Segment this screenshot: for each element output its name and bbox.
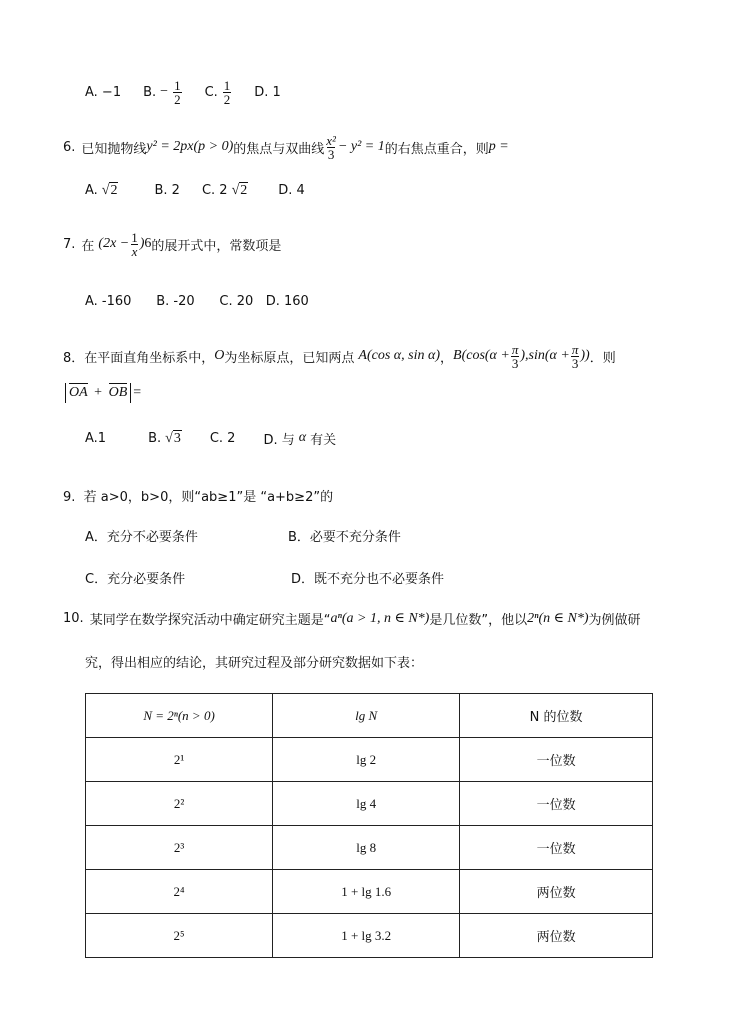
q6-text-2: 的焦点与双曲线 <box>233 141 325 157</box>
q10-text-2: 是几位数”，他以 <box>429 612 528 628</box>
q8-three-1: 3 <box>511 355 519 371</box>
table-cell-lgn: 1 + lg 1.6 <box>273 870 460 914</box>
q8-vector-ob: OB <box>108 385 128 400</box>
q7-options-text: A. -160 B. -20 C. 20 D. 160 <box>85 293 309 309</box>
table-cell-n: 2⁵ <box>86 914 273 958</box>
q6-option-a-sqrt: √ 2 <box>101 182 118 198</box>
q5-option-c-label: C. <box>204 84 218 100</box>
q8-option-d-alpha: α <box>298 430 307 445</box>
q5-option-c-fraction <box>223 79 232 106</box>
q9-stem <box>63 484 333 506</box>
q9-option-c: C．充分必要条件 <box>85 572 186 587</box>
table-cell-lgn: 1 + lg 3.2 <box>273 914 460 958</box>
q7-options <box>85 290 309 312</box>
q9-option-a: A．充分不必要条件 <box>85 530 198 545</box>
q5-option-a: A. −1 <box>85 84 122 100</box>
q5-option-b-denominator: 2 <box>174 91 181 107</box>
q8-vector-abs <box>65 383 131 403</box>
q10-stem-line-2: 究，得出相应的结论，其研究过程及部分研究数据如下表： <box>85 656 424 671</box>
q6-option-a <box>85 182 118 199</box>
q8-stem <box>63 338 616 374</box>
q6-option-c-label: C. 2 <box>201 182 228 198</box>
table-row <box>86 870 653 914</box>
q8-option-d-text-2: 有关 <box>310 432 337 448</box>
q8-options <box>85 427 358 449</box>
q8-point-a: A(cos α, sin α) <box>358 348 440 363</box>
q6-text-3: 的右焦点重合，则 <box>384 141 489 157</box>
q7-number: 7. <box>63 236 76 252</box>
q9-option-b: B．必要不充分条件 <box>288 530 401 545</box>
table-cell-digits: 一位数 <box>460 738 653 782</box>
q8-three-2: 3 <box>571 355 579 371</box>
table-header-n: N = 2ⁿ(n > 0) <box>86 694 273 738</box>
q8-origin-symbol: O <box>214 348 225 363</box>
q8-text-2: 为坐标原点，已知两点 <box>224 350 355 366</box>
table-cell-lgn: lg 2 <box>273 738 460 782</box>
q6-hyperbola-numerator: x² <box>326 132 336 148</box>
q10-data-table <box>85 693 653 958</box>
table-header-row <box>86 694 653 738</box>
table-cell-digits: 两位数 <box>460 870 653 914</box>
q6-option-c-sqrt: √ 2 <box>231 182 248 198</box>
q8-point-b-part-3: )) <box>580 348 590 363</box>
q8-comma: ， <box>440 350 454 366</box>
q5-option-c-numerator: 1 <box>223 77 231 93</box>
q6-option-d: D. 4 <box>278 182 305 198</box>
q7-power: 6 <box>144 236 152 251</box>
q8-vector-oa: OA <box>69 385 88 400</box>
q6-target: p = <box>488 139 509 154</box>
table-cell-n: 2³ <box>86 826 273 870</box>
q5-options <box>85 78 303 106</box>
table-cell-n: 2² <box>86 782 273 826</box>
q10-expression-2: 2ⁿ(n ∈ N*) <box>527 610 589 626</box>
q8-pi-1: π <box>511 341 519 357</box>
q8-option-d <box>263 429 336 448</box>
q8-option-b <box>148 430 182 447</box>
q8-vector-expression <box>65 380 141 406</box>
table-cell-lgn: lg 4 <box>273 782 460 826</box>
q8-point-b-part-1: B(cos(α + <box>453 348 510 363</box>
q8-equals: = <box>133 385 142 400</box>
q7-expr-close: ) <box>139 236 145 251</box>
q8-text-1: 8．在平面直角坐标系中， <box>63 350 215 366</box>
q5-option-d: D. 1 <box>254 84 281 100</box>
q5-option-b-sign: − <box>160 84 169 99</box>
q6-option-b: B. 2 <box>154 182 180 198</box>
q9-text: 9. 若 a>0，b>0，则“ab≥1”是 “a+b≥2”的 <box>63 489 334 505</box>
q8-point-b-fraction-1 <box>511 343 520 370</box>
q8-option-b-sqrt: √ 3 <box>165 430 181 446</box>
q5-option-b <box>143 79 182 106</box>
q10-text-1: 某同学在数学探究活动中确定研究主题是“ <box>89 612 331 628</box>
q8-point-b-part-2: ),sin(α + <box>520 348 570 363</box>
q8-option-a: A.1 <box>85 430 107 446</box>
q5-option-c <box>205 79 233 106</box>
q9-option-d: D．既不充分也不必要条件 <box>291 572 445 587</box>
q8-option-b-label: B. <box>148 430 162 446</box>
q6-option-a-label: A. <box>85 182 98 198</box>
table-cell-n: 2⁴ <box>86 870 273 914</box>
table-cell-digits: 一位数 <box>460 826 653 870</box>
q7-fraction-numerator: 1 <box>131 229 138 245</box>
q6-text-1: 已知抛物线 <box>81 141 147 157</box>
q10-number: 10. <box>63 610 84 626</box>
q6-option-c <box>202 182 248 199</box>
q8-point-b-fraction-2 <box>571 343 580 370</box>
table-row <box>86 826 653 870</box>
q7-fraction-denominator: x <box>131 243 138 259</box>
q6-option-a-radicand: 2 <box>110 182 118 198</box>
q8-option-d-text-1: D. 与 <box>263 432 295 448</box>
table-cell-digits: 两位数 <box>460 914 653 958</box>
q6-hyperbola-denominator: 3 <box>327 146 335 162</box>
q10-expression-1: aⁿ(a > 1, n ∈ N*) <box>330 610 430 626</box>
q7-stem <box>63 226 281 262</box>
q8-option-c: C. 2 <box>209 430 236 446</box>
table-row <box>86 738 653 782</box>
q7-text-2: 的展开式中，常数项是 <box>151 238 282 254</box>
table-cell-lgn: lg 8 <box>273 826 460 870</box>
q6-stem <box>63 130 509 164</box>
q8-option-b-radicand: 3 <box>173 430 181 446</box>
table-cell-n: 2¹ <box>86 738 273 782</box>
table-row <box>86 782 653 826</box>
q5-option-b-fraction <box>173 79 182 106</box>
table-header-lgn: lg N <box>273 694 460 738</box>
table-cell-digits: 一位数 <box>460 782 653 826</box>
q7-fraction <box>130 231 139 258</box>
q6-parabola: y² = 2px(p > 0) <box>146 139 234 154</box>
q6-option-c-radicand: 2 <box>240 182 248 198</box>
q8-plus: + <box>94 385 103 400</box>
q8-text-3: ．则 <box>589 350 616 366</box>
q6-hyperbola-rest: − y² = 1 <box>337 139 385 154</box>
q7-text-1: 在 <box>81 238 95 254</box>
q8-pi-2: π <box>571 341 579 357</box>
q6-hyperbola-fraction <box>325 134 337 161</box>
q5-option-c-denominator: 2 <box>223 91 231 107</box>
table-row <box>86 914 653 958</box>
q6-options <box>85 178 327 202</box>
table-header-digits: N 的位数 <box>460 694 653 738</box>
q10-stem-line-1 <box>63 605 641 631</box>
q6-number: 6. <box>63 139 76 155</box>
q7-expr-open: (2x − <box>98 236 130 251</box>
q5-option-b-label: B. <box>143 84 157 100</box>
q10-text-3: 为例做研 <box>588 612 641 628</box>
q5-option-b-numerator: 1 <box>174 77 181 93</box>
